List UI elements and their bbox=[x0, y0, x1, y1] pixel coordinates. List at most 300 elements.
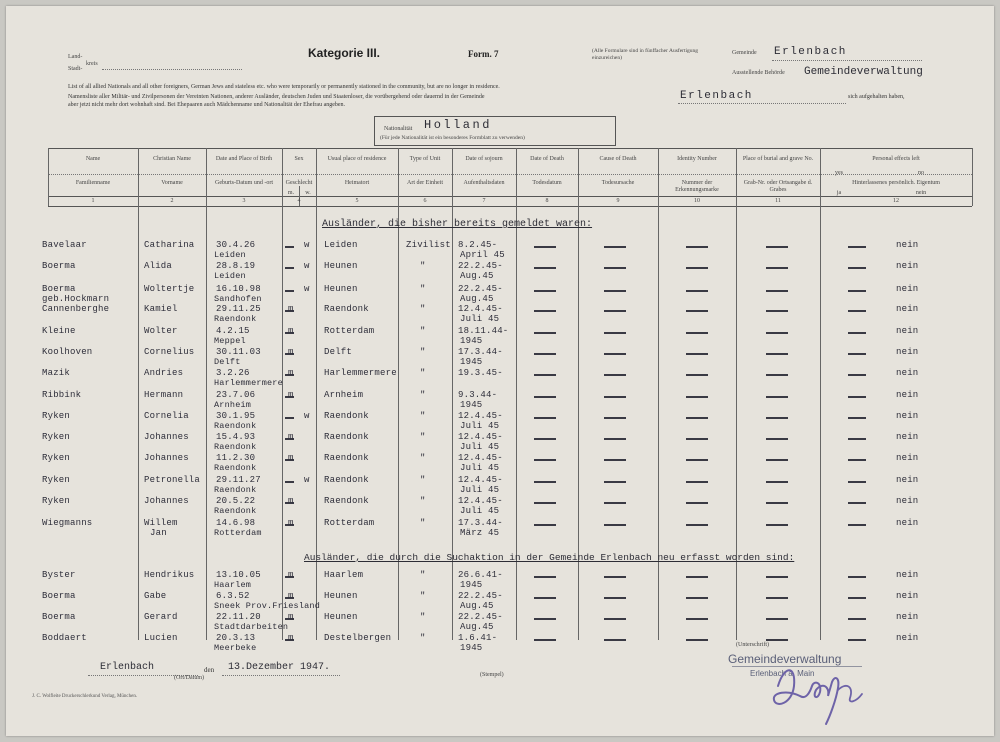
cell-first-name: Andries bbox=[144, 368, 184, 378]
column-line bbox=[282, 148, 283, 640]
cell-sojourn-end: Juli 45 bbox=[460, 485, 500, 495]
cell-effects: nein bbox=[896, 368, 919, 378]
cell-sojourn-start: 12.4.45- bbox=[458, 453, 503, 463]
cell-residence: Destelbergen bbox=[324, 633, 392, 643]
death-cause-dash bbox=[604, 353, 626, 355]
page-title: Kategorie III. bbox=[308, 46, 381, 60]
cell-birth-date: 14.6.98 bbox=[216, 518, 256, 528]
cell-unit-type: Zivilist bbox=[406, 240, 451, 250]
column-header-en: Place of burial and grave No. bbox=[742, 156, 814, 162]
column-number: 4 bbox=[297, 198, 301, 204]
cell-sex: m bbox=[288, 453, 294, 463]
nationality-label: Nationalität bbox=[384, 126, 413, 132]
cell-sex: m bbox=[288, 612, 294, 622]
footer-den: den bbox=[204, 666, 215, 674]
cell-sex: w bbox=[304, 284, 310, 294]
column-number: 1 bbox=[91, 198, 95, 204]
cell-birth-date: 20.5.22 bbox=[216, 496, 256, 506]
death-cause-dash bbox=[604, 459, 626, 461]
intro-german-1: Namensliste aller Militär- und Zivilpersonen der Vereinten Nationen, anderer Ausländer, deutschen Juden und Staatenloser, die vorübergehend oder dauernd in der Gemeinde bbox=[68, 94, 485, 100]
death-cause-dash bbox=[604, 332, 626, 334]
column-header-en: Personal effects left bbox=[872, 156, 920, 162]
cell-unit-type: " bbox=[420, 453, 426, 463]
cell-sex: m bbox=[288, 591, 294, 601]
column-number: 3 bbox=[242, 198, 246, 204]
cell-surname: Ryken bbox=[42, 496, 71, 506]
cell-sojourn-end: 1945 bbox=[460, 357, 483, 367]
cell-sex: w bbox=[304, 475, 310, 485]
cell-effects: nein bbox=[896, 570, 919, 580]
cell-sojourn-start: 17.3.44- bbox=[458, 347, 503, 357]
death-cause-dash bbox=[604, 438, 626, 440]
cell-sojourn-start: 22.2.45- bbox=[458, 284, 503, 294]
cell-first-name: Hermann bbox=[144, 390, 184, 400]
cell-sojourn-start: 22.2.45- bbox=[458, 612, 503, 622]
cell-effects: nein bbox=[896, 261, 919, 271]
cell-surname: Boerma bbox=[42, 591, 76, 601]
death-cause-dash bbox=[604, 618, 626, 620]
death-date-dash bbox=[534, 310, 556, 312]
burial-dash bbox=[766, 353, 788, 355]
death-date-dash bbox=[534, 576, 556, 578]
death-date-dash bbox=[534, 597, 556, 599]
cell-sojourn-start: 26.6.41- bbox=[458, 570, 503, 580]
column-header-en: Date of Death bbox=[530, 156, 564, 162]
column-header-en: Identity Number bbox=[677, 156, 717, 162]
column-header-de: Familienname bbox=[75, 180, 111, 186]
cell-effects: nein bbox=[896, 496, 919, 506]
effects-dash bbox=[848, 353, 866, 355]
intro-german-2: sich aufgehalten haben, bbox=[848, 94, 905, 100]
sex-dash bbox=[285, 267, 294, 269]
death-date-dash bbox=[534, 246, 556, 248]
death-cause-dash bbox=[604, 576, 626, 578]
column-header-en: Date of sojourn bbox=[465, 156, 503, 162]
death-date-dash bbox=[534, 267, 556, 269]
column-header-de: Aufenthaltsdaten bbox=[463, 180, 505, 186]
section-header-previously-reported: Ausländer, die bisher bereits gemeldet waren: bbox=[322, 219, 593, 230]
cell-unit-type: " bbox=[420, 432, 426, 442]
cell-effects: nein bbox=[896, 411, 919, 421]
cell-birth-date: 30.4.26 bbox=[216, 240, 256, 250]
death-date-dash bbox=[534, 502, 556, 504]
column-line bbox=[658, 148, 659, 640]
column-header-en: Usual place of residence bbox=[327, 156, 387, 162]
section-header-newly-registered: Ausländer, die durch die Suchaktion in der Gemeinde Erlenbach neu erfasst worden sind: bbox=[304, 552, 795, 563]
cell-first-name: Johannes bbox=[144, 496, 189, 506]
column-number: 8 bbox=[545, 198, 549, 204]
effects-dash bbox=[848, 246, 866, 248]
cell-sojourn-end: Aug.45 bbox=[460, 622, 494, 632]
footer-place-label: (Ort/Datum) bbox=[174, 675, 204, 681]
effects-no-de: nein bbox=[915, 190, 927, 196]
cell-birth-date: 3.2.26 bbox=[216, 368, 250, 378]
cell-sojourn-end: April 45 bbox=[460, 250, 505, 260]
effects-dash bbox=[848, 374, 866, 376]
cell-birth-date: 13.10.05 bbox=[216, 570, 261, 580]
cell-residence: Raendonk bbox=[324, 453, 369, 463]
cell-birth-place: Raendonk bbox=[214, 463, 257, 473]
burial-dash bbox=[766, 576, 788, 578]
burial-dash bbox=[766, 332, 788, 334]
cell-birth-date: 29.11.25 bbox=[216, 304, 261, 314]
cell-sojourn-end: 1945 bbox=[460, 336, 483, 346]
death-date-dash bbox=[534, 524, 556, 526]
column-header-de: Vorname bbox=[161, 180, 183, 186]
cell-birth-place: Meppel bbox=[214, 336, 246, 346]
burial-dash bbox=[766, 459, 788, 461]
cell-residence: Raendonk bbox=[324, 411, 369, 421]
cell-effects: nein bbox=[896, 591, 919, 601]
cell-unit-type: " bbox=[420, 368, 426, 378]
death-date-dash bbox=[534, 396, 556, 398]
effects-dash bbox=[848, 576, 866, 578]
cell-residence: Heunen bbox=[324, 284, 358, 294]
cell-sojourn-end: Juli 45 bbox=[460, 421, 500, 431]
copies-note: (Alle Formulare sind in fünffacher Ausfertigung einzureichen) bbox=[592, 48, 699, 61]
column-header-de: Grab-Nr. oder Ortsangabe d. Grabes bbox=[743, 180, 813, 193]
land-label: Land- bbox=[68, 54, 83, 60]
burial-dash bbox=[766, 597, 788, 599]
cell-surname: Byster bbox=[42, 570, 76, 580]
death-date-dash bbox=[534, 481, 556, 483]
column-number: 5 bbox=[355, 198, 359, 204]
sex-dash bbox=[285, 290, 294, 292]
death-date-dash bbox=[534, 438, 556, 440]
effects-yes-en: yes bbox=[835, 170, 843, 176]
cell-birth-place: Leiden bbox=[214, 250, 246, 260]
cell-surname: Boerma bbox=[42, 261, 76, 271]
cell-first-name: Gabe bbox=[144, 591, 167, 601]
column-line bbox=[138, 148, 139, 640]
footer-sign-label: (Unterschrift) bbox=[736, 642, 769, 648]
identity-dash bbox=[686, 353, 708, 355]
cell-birth-place: Raendonk bbox=[214, 485, 257, 495]
effects-dash bbox=[848, 618, 866, 620]
cell-surname: Bavelaar bbox=[42, 240, 87, 250]
death-cause-dash bbox=[604, 597, 626, 599]
cell-sojourn-end: Juli 45 bbox=[460, 463, 500, 473]
cell-residence: Raendonk bbox=[324, 304, 369, 314]
identity-dash bbox=[686, 246, 708, 248]
footer-stamp-label: (Stempel) bbox=[480, 672, 504, 678]
cell-surname: Mazik bbox=[42, 368, 71, 378]
identity-dash bbox=[686, 576, 708, 578]
cell-birth-place: Raendonk bbox=[214, 506, 257, 516]
effects-dash bbox=[848, 396, 866, 398]
death-date-dash bbox=[534, 459, 556, 461]
effects-dash bbox=[848, 481, 866, 483]
cell-unit-type: " bbox=[420, 347, 426, 357]
column-header-en: Name bbox=[85, 156, 101, 162]
column-line bbox=[820, 148, 821, 640]
cell-sojourn-start: 12.4.45- bbox=[458, 304, 503, 314]
cell-surname: Kleine bbox=[42, 326, 76, 336]
identity-dash bbox=[686, 374, 708, 376]
cell-birth-place: Leiden bbox=[214, 271, 246, 281]
cell-surname: Ryken bbox=[42, 432, 71, 442]
effects-dash bbox=[848, 459, 866, 461]
cell-birth-place: Rotterdam bbox=[214, 528, 262, 538]
death-date-dash bbox=[534, 417, 556, 419]
death-date-dash bbox=[534, 374, 556, 376]
death-cause-dash bbox=[604, 639, 626, 641]
identity-dash bbox=[686, 396, 708, 398]
column-number: 12 bbox=[893, 198, 899, 204]
column-number: 6 bbox=[423, 198, 427, 204]
cell-sojourn-start: 19.3.45- bbox=[458, 368, 503, 378]
kreis-label: kreis bbox=[86, 61, 98, 67]
cell-unit-type: " bbox=[420, 612, 426, 622]
death-date-dash bbox=[534, 618, 556, 620]
death-date-dash bbox=[534, 353, 556, 355]
footer-date: 13.Dezember 1947. bbox=[228, 662, 331, 673]
cell-unit-type: " bbox=[420, 496, 426, 506]
sex-sub-female: w. bbox=[305, 190, 311, 196]
identity-dash bbox=[686, 267, 708, 269]
cell-birth-date: 29.11.27 bbox=[216, 475, 261, 485]
behoerde-label: Ausstellende Behörde bbox=[732, 70, 785, 76]
column-number: 11 bbox=[775, 198, 781, 204]
cell-birth-place: Harlemmermere bbox=[214, 378, 283, 388]
cell-first-name: Cornelia bbox=[144, 411, 189, 421]
cell-sojourn-start: 18.11.44- bbox=[458, 326, 509, 336]
cell-unit-type: " bbox=[420, 411, 426, 421]
gemeinde-line bbox=[772, 59, 922, 61]
identity-dash bbox=[686, 438, 708, 440]
identity-dash bbox=[686, 481, 708, 483]
death-date-dash bbox=[534, 332, 556, 334]
identity-dash bbox=[686, 524, 708, 526]
cell-birth-place: Raendonk bbox=[214, 442, 257, 452]
cell-surname: Ryken bbox=[42, 475, 71, 485]
sex-dash bbox=[285, 246, 294, 248]
cell-first-name: Catharina bbox=[144, 240, 195, 250]
cell-effects: nein bbox=[896, 326, 919, 336]
cell-unit-type: " bbox=[420, 475, 426, 485]
column-header-en: Date and Place of Birth bbox=[215, 156, 273, 162]
column-header-de: Todesursache bbox=[601, 180, 635, 186]
cell-sex: m bbox=[288, 390, 294, 400]
column-number: 2 bbox=[170, 198, 174, 204]
cell-birth-place: Delft bbox=[214, 357, 241, 367]
cell-sojourn-start: 22.2.45- bbox=[458, 591, 503, 601]
cell-unit-type: " bbox=[420, 304, 426, 314]
cell-sex: w bbox=[304, 240, 310, 250]
stamp-line-2: Erlenbach a. Main bbox=[750, 669, 815, 678]
cell-sex: m bbox=[288, 570, 294, 580]
cell-first-name: Petronella bbox=[144, 475, 201, 485]
sex-sub-male: m. bbox=[287, 190, 295, 196]
stadt-label: Stadt- bbox=[68, 66, 83, 72]
cell-first-name: Johannes bbox=[144, 432, 189, 442]
cell-birth-place: Stadtdarbeiten bbox=[214, 622, 289, 632]
cell-sojourn-start: 12.4.45- bbox=[458, 496, 503, 506]
cell-effects: nein bbox=[896, 612, 919, 622]
cell-residence: Heunen bbox=[324, 591, 358, 601]
burial-dash bbox=[766, 524, 788, 526]
cell-birth-place: Raendonk bbox=[214, 314, 257, 324]
cell-sojourn-start: 8.2.45- bbox=[458, 240, 498, 250]
burial-dash bbox=[766, 639, 788, 641]
identity-dash bbox=[686, 310, 708, 312]
nationality-value: Holland bbox=[424, 118, 492, 132]
effects-dash bbox=[848, 597, 866, 599]
cell-effects: nein bbox=[896, 475, 919, 485]
cell-unit-type: " bbox=[420, 284, 426, 294]
cell-residence: Harlemmermere bbox=[324, 368, 397, 378]
column-header-de: Todesdatum bbox=[532, 180, 562, 186]
cell-first-name: Lucien bbox=[144, 633, 178, 643]
death-date-dash bbox=[534, 639, 556, 641]
identity-dash bbox=[686, 332, 708, 334]
cell-residence: Raendonk bbox=[324, 475, 369, 485]
effects-yes-de: ja bbox=[836, 190, 842, 196]
cell-birth-date: 20.3.13 bbox=[216, 633, 256, 643]
footer-place: Erlenbach bbox=[100, 662, 155, 673]
cell-sex: m bbox=[288, 518, 294, 528]
cell-birth-date: 4.2.15 bbox=[216, 326, 250, 336]
death-date-dash bbox=[534, 290, 556, 292]
death-cause-dash bbox=[604, 246, 626, 248]
cell-residence: Heunen bbox=[324, 261, 358, 271]
cell-birth-date: 22.11.20 bbox=[216, 612, 261, 622]
cell-residence: Rotterdam bbox=[324, 326, 375, 336]
cell-sojourn-end: 1945 bbox=[460, 643, 483, 653]
column-number: 7 bbox=[482, 198, 486, 204]
cell-first-name: Johannes bbox=[144, 453, 189, 463]
cell-effects: nein bbox=[896, 347, 919, 357]
effects-dash bbox=[848, 290, 866, 292]
death-cause-dash bbox=[604, 417, 626, 419]
intro-place: Erlenbach bbox=[680, 90, 753, 102]
cell-residence: Arnheim bbox=[324, 390, 364, 400]
cell-birth-date: 15.4.93 bbox=[216, 432, 256, 442]
identity-dash bbox=[686, 639, 708, 641]
cell-birth-place: Sneek Prov.Friesland bbox=[214, 601, 321, 611]
cell-birth-date: 30.1.95 bbox=[216, 411, 256, 421]
effects-dash bbox=[848, 438, 866, 440]
cell-effects: nein bbox=[896, 432, 919, 442]
column-header-en: Type of Unit bbox=[409, 156, 441, 162]
burial-dash bbox=[766, 310, 788, 312]
cell-residence: Raendonk bbox=[324, 496, 369, 506]
cell-residence: Haarlem bbox=[324, 570, 364, 580]
cell-birth-place: Haarlem bbox=[214, 580, 252, 590]
cell-sex: m bbox=[288, 304, 294, 314]
cell-birth-date: 23.7.06 bbox=[216, 390, 256, 400]
cell-maiden-name: geb.Hockmarn bbox=[42, 294, 110, 304]
burial-dash bbox=[766, 396, 788, 398]
effects-no-en: no bbox=[918, 170, 924, 176]
sex-dash bbox=[285, 481, 294, 483]
effects-dash bbox=[848, 332, 866, 334]
cell-surname: Boddaert bbox=[42, 633, 87, 643]
cell-unit-type: " bbox=[420, 518, 426, 528]
effects-dash bbox=[848, 502, 866, 504]
cell-sojourn-end: 1945 bbox=[460, 580, 483, 590]
burial-dash bbox=[766, 290, 788, 292]
column-header-de: Art der Einheit bbox=[407, 180, 443, 186]
cell-birth-place: Meerbeke bbox=[214, 643, 257, 653]
cell-effects: nein bbox=[896, 284, 919, 294]
cell-unit-type: " bbox=[420, 570, 426, 580]
cell-surname: Ryken bbox=[42, 453, 71, 463]
burial-dash bbox=[766, 438, 788, 440]
cell-birth-place: Raendonk bbox=[214, 421, 257, 431]
death-cause-dash bbox=[604, 290, 626, 292]
cell-unit-type: " bbox=[420, 591, 426, 601]
death-cause-dash bbox=[604, 502, 626, 504]
cell-sojourn-end: Juli 45 bbox=[460, 442, 500, 452]
death-cause-dash bbox=[604, 396, 626, 398]
column-line bbox=[206, 148, 207, 640]
identity-dash bbox=[686, 290, 708, 292]
printer-note: J. C. Wolfleite Druckerschlerkund Verlag, München. bbox=[32, 694, 138, 699]
cell-birth-date: 11.2.30 bbox=[216, 453, 256, 463]
intro-english: List of all allied Nationals and all other foreigners, German Jews and stateless etc. who were temporarily or permanently stationed in the community, but are no longer in residence. bbox=[68, 84, 500, 90]
cell-sex: m bbox=[288, 633, 294, 643]
cell-surname: Wiegmanns bbox=[42, 518, 93, 528]
column-number: 10 bbox=[694, 198, 700, 204]
sex-dash bbox=[285, 417, 294, 419]
cell-sojourn-start: 17.3.44- bbox=[458, 518, 503, 528]
column-line bbox=[316, 148, 317, 640]
cell-sojourn-end: Aug.45 bbox=[460, 294, 494, 304]
gemeinde-value: Erlenbach bbox=[774, 46, 847, 58]
cell-birth-date: 6.3.52 bbox=[216, 591, 250, 601]
effects-dash bbox=[848, 524, 866, 526]
column-header-en: Sex bbox=[294, 156, 304, 162]
column-header-de: Geschlecht bbox=[285, 180, 313, 186]
death-cause-dash bbox=[604, 481, 626, 483]
cell-sojourn-end: 1945 bbox=[460, 400, 483, 410]
cell-effects: nein bbox=[896, 390, 919, 400]
cell-unit-type: " bbox=[420, 633, 426, 643]
cell-surname: Ryken bbox=[42, 411, 71, 421]
cell-effects: nein bbox=[896, 518, 919, 528]
cell-birth-place: Arnheim bbox=[214, 400, 252, 410]
table-number-rule bbox=[48, 206, 972, 207]
burial-dash bbox=[766, 502, 788, 504]
footer-date-line bbox=[222, 674, 340, 676]
cell-first-name: Kamiel bbox=[144, 304, 178, 314]
cell-surname: Cannenberghe bbox=[42, 304, 110, 314]
death-cause-dash bbox=[604, 310, 626, 312]
cell-sojourn-end: März 45 bbox=[460, 528, 500, 538]
column-header-de: Heimatort bbox=[344, 180, 370, 186]
cell-birth-date: 16.10.98 bbox=[216, 284, 261, 294]
cell-sojourn-end: Aug.45 bbox=[460, 271, 494, 281]
cell-first-name: Hendrikus bbox=[144, 570, 195, 580]
cell-first-name: Willem bbox=[144, 518, 178, 528]
cell-first-name-2: Jan bbox=[150, 528, 167, 538]
column-header-de: Geburts-Datum und -ort bbox=[215, 180, 273, 186]
column-line bbox=[972, 148, 973, 206]
burial-dash bbox=[766, 246, 788, 248]
column-header-de: Nummer der Erkennungsmarke bbox=[675, 180, 719, 193]
column-header-en: Christian Name bbox=[153, 156, 191, 162]
identity-dash bbox=[686, 618, 708, 620]
cell-unit-type: " bbox=[420, 326, 426, 336]
identity-dash bbox=[686, 597, 708, 599]
cell-sojourn-end: Juli 45 bbox=[460, 506, 500, 516]
nationality-note: (Für jede Nationalität ist ein besonderes Formblatt zu verwenden) bbox=[380, 135, 525, 141]
cell-residence: Heunen bbox=[324, 612, 358, 622]
document-sheet bbox=[6, 6, 994, 736]
burial-dash bbox=[766, 481, 788, 483]
column-header-en: Cause of Death bbox=[599, 156, 637, 162]
